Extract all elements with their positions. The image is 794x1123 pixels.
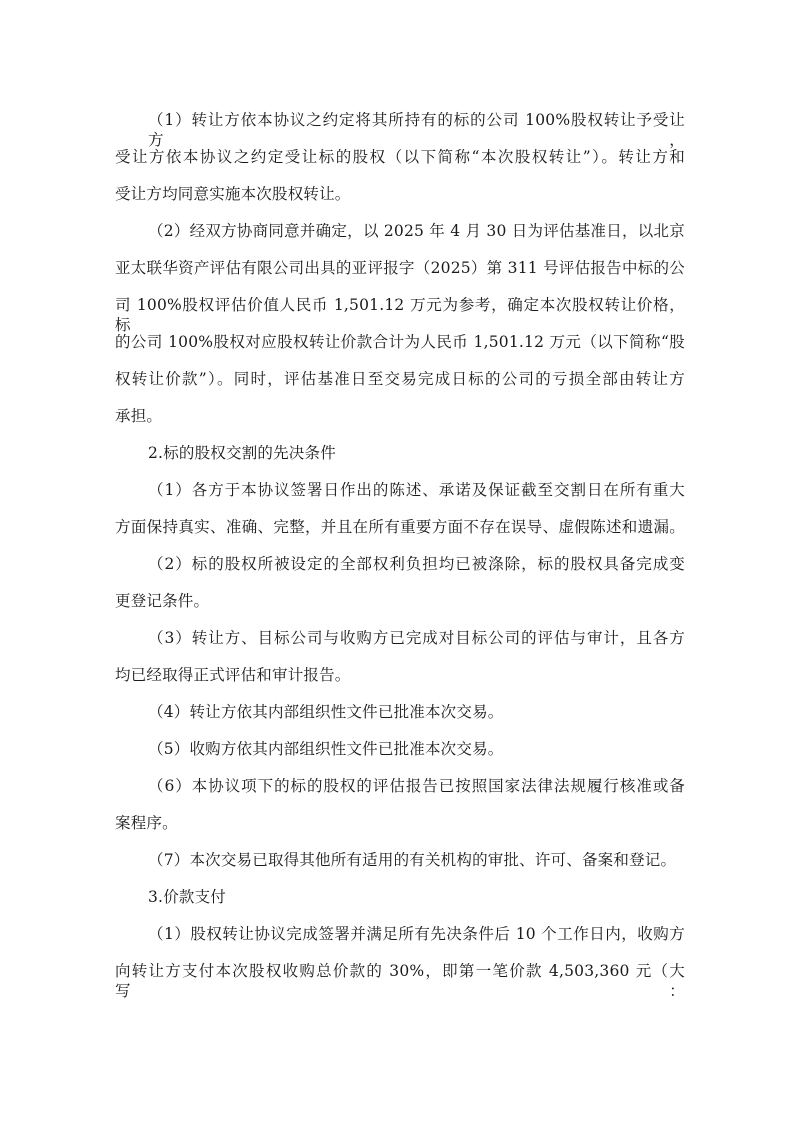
paragraph-line: （2）经双方协商同意并确定，以 2025 年 4 月 30 日为评估基准日，以北京 — [148, 222, 685, 240]
paragraph-line: （7）本次交易已取得其他所有适用的有关机构的审批、许可、备案和登记。 — [148, 851, 677, 869]
paragraph-line: （1）各方于本协议签署日作出的陈述、承诺及保证截至交割日在所有重大 — [148, 481, 685, 499]
paragraph-line: （1）转让方依本协议之约定将其所持有的标的公司 100%股权转让予受让方， — [148, 111, 685, 149]
paragraph-line: （1）股权转让协议完成签署并满足所有先决条件后 10 个工作日内，收购方 — [148, 925, 685, 943]
paragraph-line: 均已经取得正式评估和审计报告。 — [115, 666, 351, 684]
paragraph-line: （6）本协议项下的标的股权的评估报告已按照国家法律法规履行核准或备 — [148, 777, 685, 795]
paragraph-line: （3）转让方、目标公司与收购方已完成对目标公司的评估与审计，且各方 — [148, 629, 685, 647]
paragraph-line: 亚太联华资产评估有限公司出具的亚评报字（2025）第 311 号评估报告中标的公 — [115, 259, 685, 277]
paragraph-line: 的公司 100%股权对应股权转让价款合计为人民币 1,501.12 万元（以下简称“股 — [115, 333, 685, 351]
paragraph-line: 向转让方支付本次股权收购总价款的 30%，即第一笔价款 4,503,360 元（大写： — [115, 962, 685, 1000]
paragraph-line: 受让方均同意实施本次股权转让。 — [115, 185, 351, 203]
paragraph-line: 案程序。 — [115, 814, 178, 832]
paragraph-line: （2）标的股权所被设定的全部权利负担均已被涤除，标的股权具备完成变 — [148, 555, 685, 573]
section-heading: 3.价款支付 — [148, 888, 226, 906]
paragraph-line: （4）转让方依其内部组织性文件已批准本次交易。 — [148, 703, 504, 721]
paragraph-line: 承担。 — [115, 407, 163, 425]
paragraph-line: 更登记条件。 — [115, 592, 210, 610]
paragraph-line: 方面保持真实、准确、完整，并且在所有重要方面不存在误导、虚假陈述和遗漏。 — [115, 518, 685, 536]
section-heading: 2.标的股权交割的先决条件 — [148, 444, 336, 462]
paragraph-line: 权转让价款”）。同时，评估基准日至交易完成日标的公司的亏损全部由转让方 — [115, 370, 685, 388]
paragraph-line: 受让方依本协议之约定受让标的股权（以下简称“本次股权转让”）。转让方和 — [115, 148, 685, 166]
paragraph-line: （5）收购方依其内部组织性文件已批准本次交易。 — [148, 740, 504, 758]
paragraph-line: 司 100%股权评估价值人民币 1,501.12 万元为参考，确定本次股权转让价格，标 — [115, 296, 685, 334]
